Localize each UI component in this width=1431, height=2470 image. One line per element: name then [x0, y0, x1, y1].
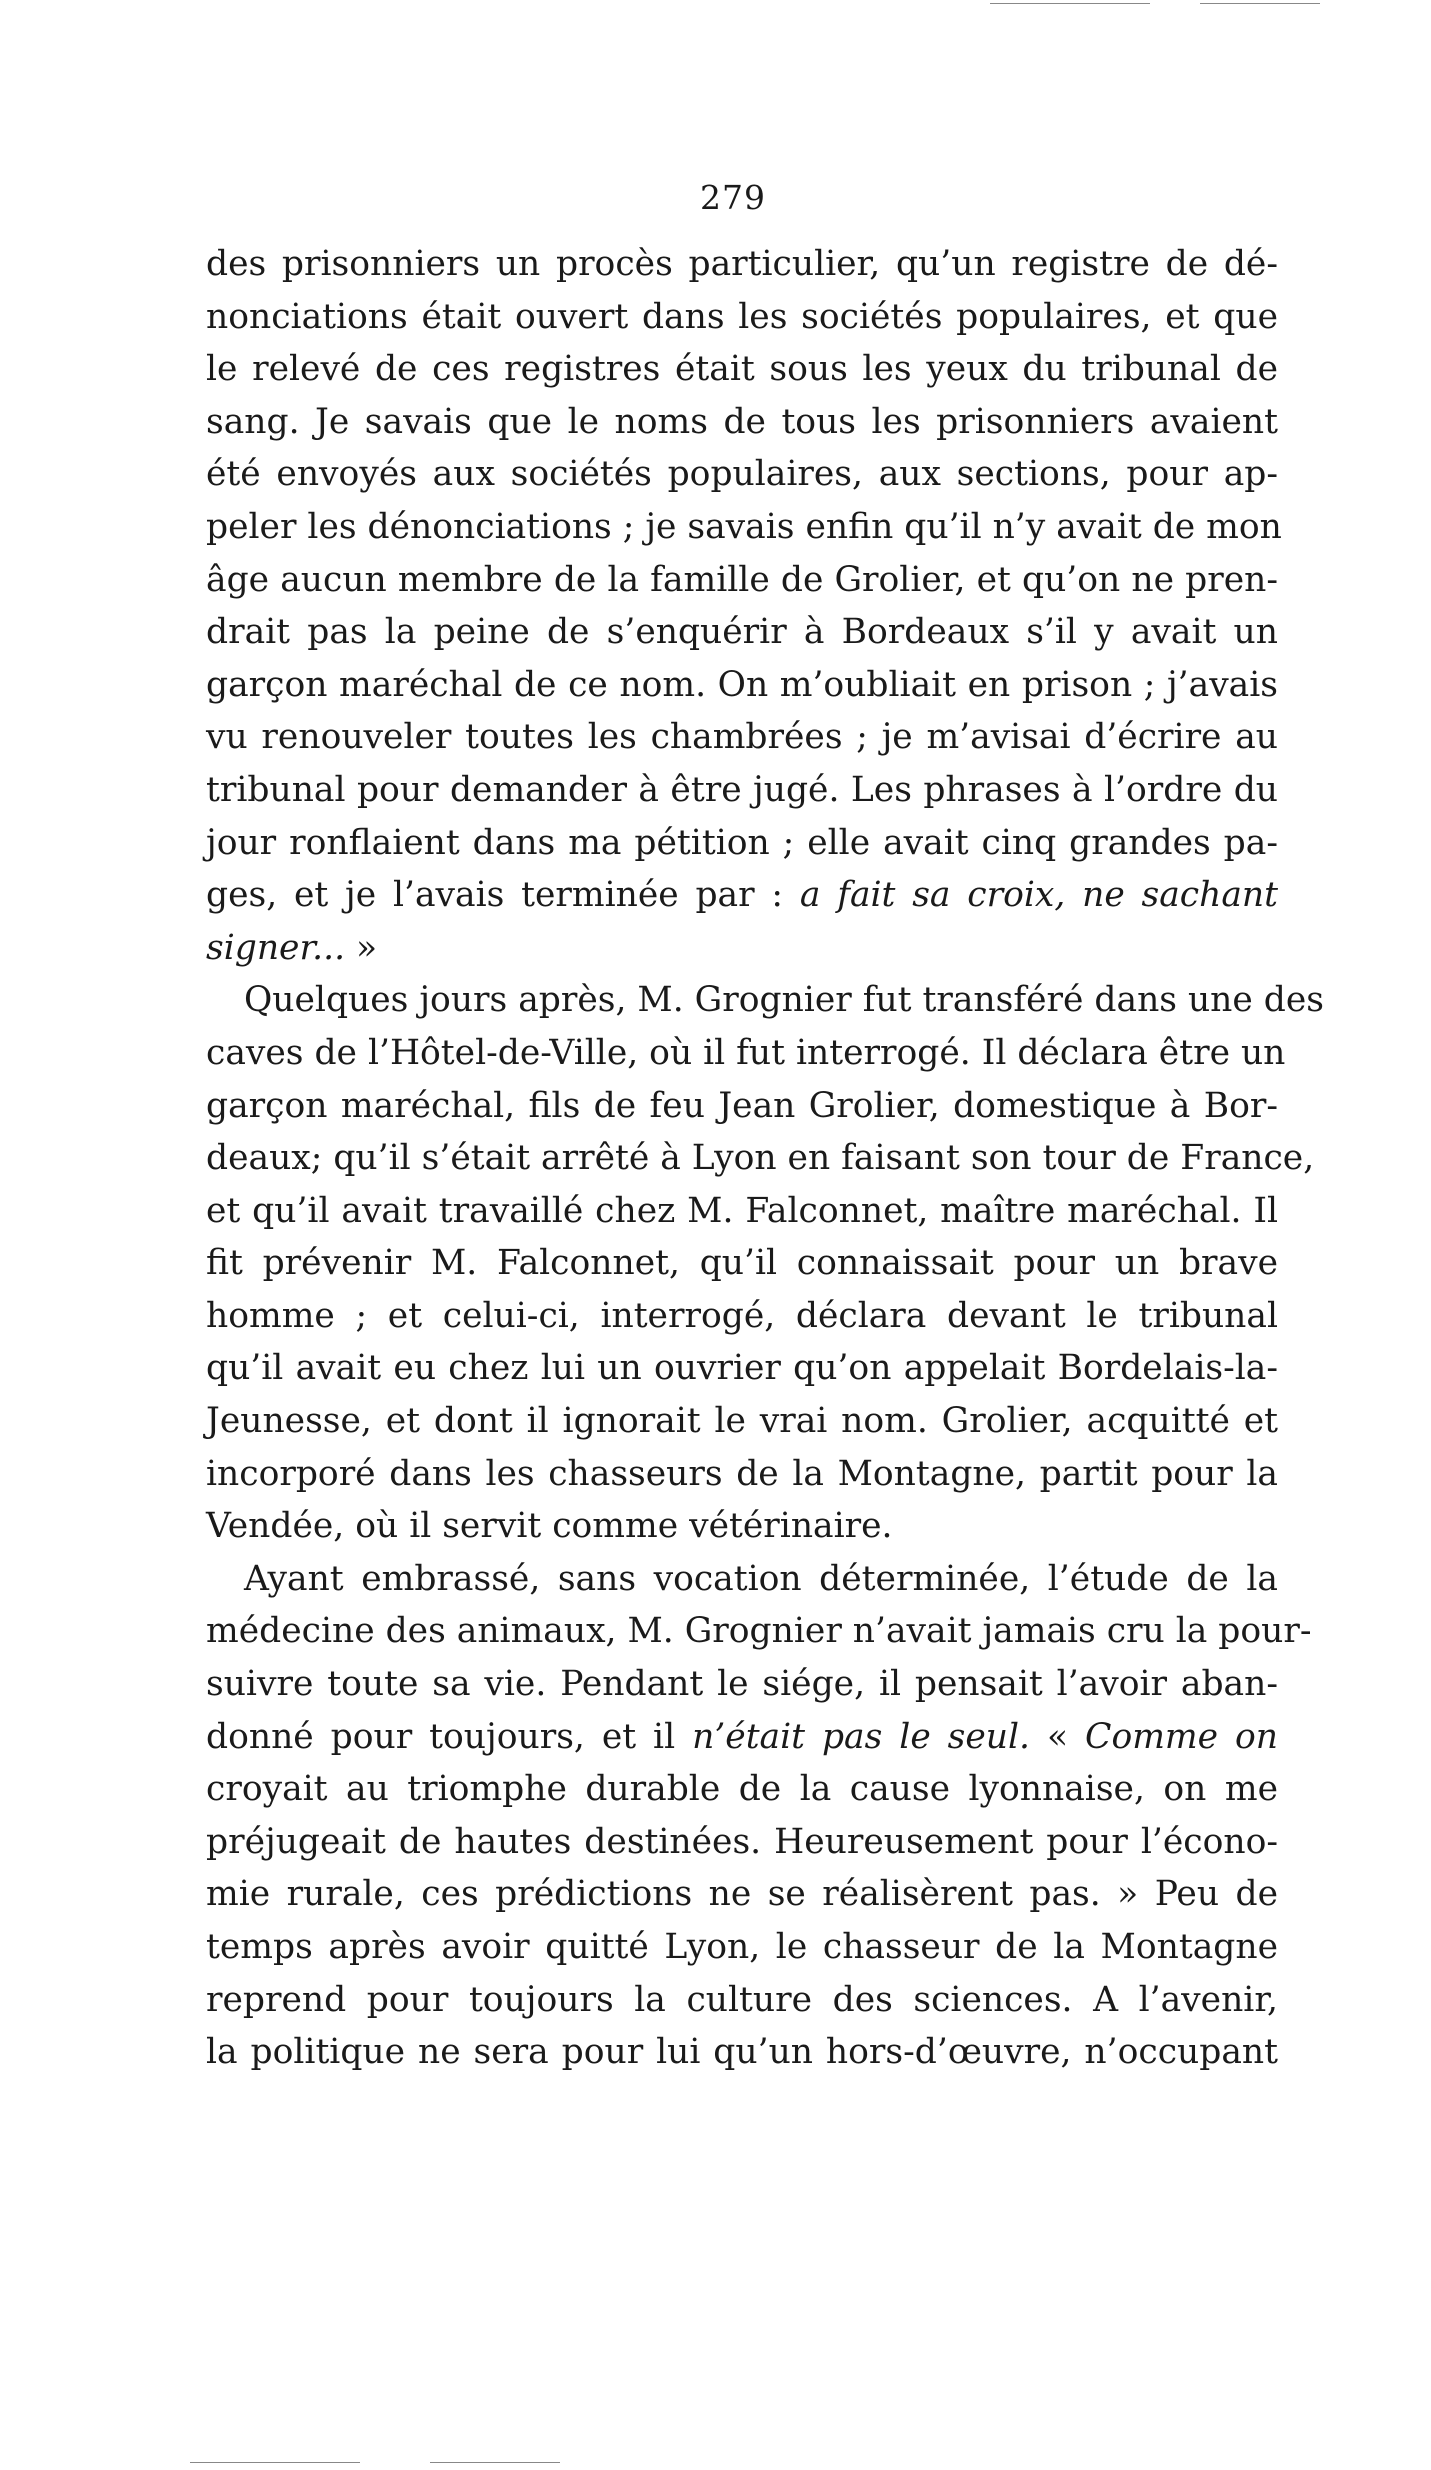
text-segment: temps après avoir quitté Lyon, le chasseur de la Montagne	[206, 1927, 1278, 1967]
italic-text: a fait sa croix, ne sachant	[799, 875, 1279, 916]
text-segment: âge aucun membre de la famille de Grolier, et qu’on ne pren-	[206, 559, 1278, 600]
text-segment: préjugeait de hautes destinées. Heureusement pour l’écono-	[206, 1821, 1278, 1862]
paragraph	[206, 238, 1282, 974]
text-line	[206, 2026, 1278, 2079]
text-segment: et qu’il avait travaillé chez M. Falconnet, maître maréchal. Il	[206, 1190, 1278, 1231]
text-segment: la politique ne sera pour lui qu’un hors-d’œuvre, n’occupant	[206, 2032, 1278, 2073]
text-segment: donné pour toujours, et il	[206, 1716, 693, 1757]
text-line	[206, 554, 1278, 607]
text-segment: qu’il avait eu chez lui un ouvrier qu’on appelait Bordelais-la-	[206, 1348, 1278, 1389]
text-line	[206, 1342, 1278, 1395]
text-line	[206, 1395, 1278, 1448]
text-segment: suivre toute sa vie. Pendant le siége, il pensait l’avoir aban-	[206, 1664, 1278, 1705]
text-segment: Quelques jours après, M. Grognier fut transféré dans une des	[244, 980, 1324, 1021]
text-line	[206, 922, 1278, 975]
text-line	[206, 1658, 1278, 1711]
text-segment: sang. Je savais que le noms de tous les prisonniers avaient	[206, 401, 1278, 442]
text-line	[206, 659, 1278, 712]
text-line	[206, 1974, 1278, 2027]
text-line	[206, 1080, 1278, 1133]
text-line	[206, 764, 1278, 817]
text-line	[206, 1605, 1312, 1658]
text-segment: des prisonniers un procès particulier, qu’un registre de dé-	[206, 244, 1278, 284]
text-segment: drait pas la peine de s’enquérir à Bordeaux s’il y avait un	[206, 612, 1278, 653]
text-line	[206, 1185, 1278, 1238]
text-line	[206, 1132, 1315, 1185]
text-line	[206, 1237, 1278, 1290]
text-line	[206, 817, 1278, 870]
text-line	[206, 396, 1278, 449]
text-line	[206, 974, 1324, 1027]
text-line	[206, 606, 1278, 659]
paragraph	[206, 1553, 1312, 2079]
text-segment: homme ; et celui-ci, interrogé, déclara devant le tribunal	[206, 1295, 1278, 1336]
text-segment: incorporé dans les chasseurs de la Montagne, partit pour la	[206, 1453, 1278, 1494]
text-segment: vu renouveler toutes les chambrées ; je m’avisai d’écrire au	[206, 717, 1278, 758]
text-segment: le relevé de ces registres était sous les yeux du tribunal de	[206, 349, 1278, 390]
text-segment: croyait au triomphe durable de la cause lyonnaise, on me	[206, 1769, 1278, 1810]
text-segment: reprend pour toujours la culture des sciences. A l’avenir,	[206, 1979, 1278, 2020]
text-segment: Jeunesse, et dont il ignorait le vrai nom. Grolier, acquitté et	[206, 1401, 1278, 1442]
page-number: 279	[700, 178, 766, 217]
text-segment: »	[345, 927, 378, 968]
text-segment: garçon maréchal, fils de feu Jean Grolier, domestique à Bor-	[206, 1085, 1278, 1126]
text-line	[206, 1816, 1278, 1869]
text-segment: mie rurale, ces prédictions ne se réalisèrent pas. » Peu de	[206, 1874, 1278, 1915]
text-segment: Ayant embrassé, sans vocation déterminée, l’étude de la	[244, 1558, 1278, 1599]
paragraph	[206, 974, 1324, 1553]
text-line	[206, 1711, 1278, 1764]
text-segment: «	[1030, 1716, 1086, 1757]
italic-text: n’était pas le seul.	[692, 1716, 1031, 1757]
text-line	[206, 501, 1282, 554]
text-line	[206, 291, 1278, 344]
text-segment: caves de l’Hôtel-de-Ville, où il fut interrogé. Il déclara être un	[206, 1032, 1286, 1073]
text-segment: deaux; qu’il s’était arrêté à Lyon en faisant son tour de France,	[206, 1138, 1315, 1179]
text-line	[206, 343, 1278, 396]
text-line	[206, 1868, 1278, 1921]
text-line	[206, 1290, 1278, 1343]
body-text	[206, 238, 1324, 2079]
italic-text: signer...	[206, 927, 346, 968]
top-rule-right	[990, 3, 1150, 4]
text-segment: jour ronflaient dans ma pétition ; elle avait cinq grandes pa-	[206, 822, 1278, 863]
text-segment: fit prévenir M. Falconnet, qu’il connaissait pour un brave	[206, 1243, 1278, 1284]
bottom-rule-left	[190, 2462, 360, 2463]
text-line	[206, 1763, 1278, 1816]
text-line	[206, 1553, 1278, 1606]
text-line	[206, 238, 1278, 291]
text-line	[206, 869, 1278, 922]
text-segment: ges, et je l’avais terminée par :	[206, 875, 800, 916]
text-segment: Vendée, où il servit comme vétérinaire.	[206, 1506, 893, 1547]
text-segment: garçon maréchal de ce nom. On m’oubliait en prison ; j’avais	[206, 664, 1278, 705]
text-line	[206, 1027, 1286, 1080]
text-line	[206, 1921, 1278, 1974]
italic-text: Comme on	[1085, 1716, 1279, 1757]
text-segment: tribunal pour demander à être jugé. Les phrases à l’ordre du	[206, 769, 1278, 810]
text-line	[206, 448, 1278, 501]
text-segment: peler les dénonciations ; je savais enfin qu’il n’y avait de mon	[206, 506, 1282, 547]
text-segment: été envoyés aux sociétés populaires, aux sections, pour ap-	[206, 454, 1278, 495]
text-line	[206, 1500, 1278, 1553]
text-line	[206, 711, 1278, 764]
text-line	[206, 1448, 1278, 1501]
text-segment: médecine des animaux, M. Grognier n’avait jamais cru la pour-	[206, 1611, 1312, 1652]
top-rule-far-right	[1200, 3, 1320, 4]
text-segment: nonciations était ouvert dans les sociétés populaires, et que	[206, 296, 1278, 337]
bottom-rule-center	[430, 2462, 560, 2463]
